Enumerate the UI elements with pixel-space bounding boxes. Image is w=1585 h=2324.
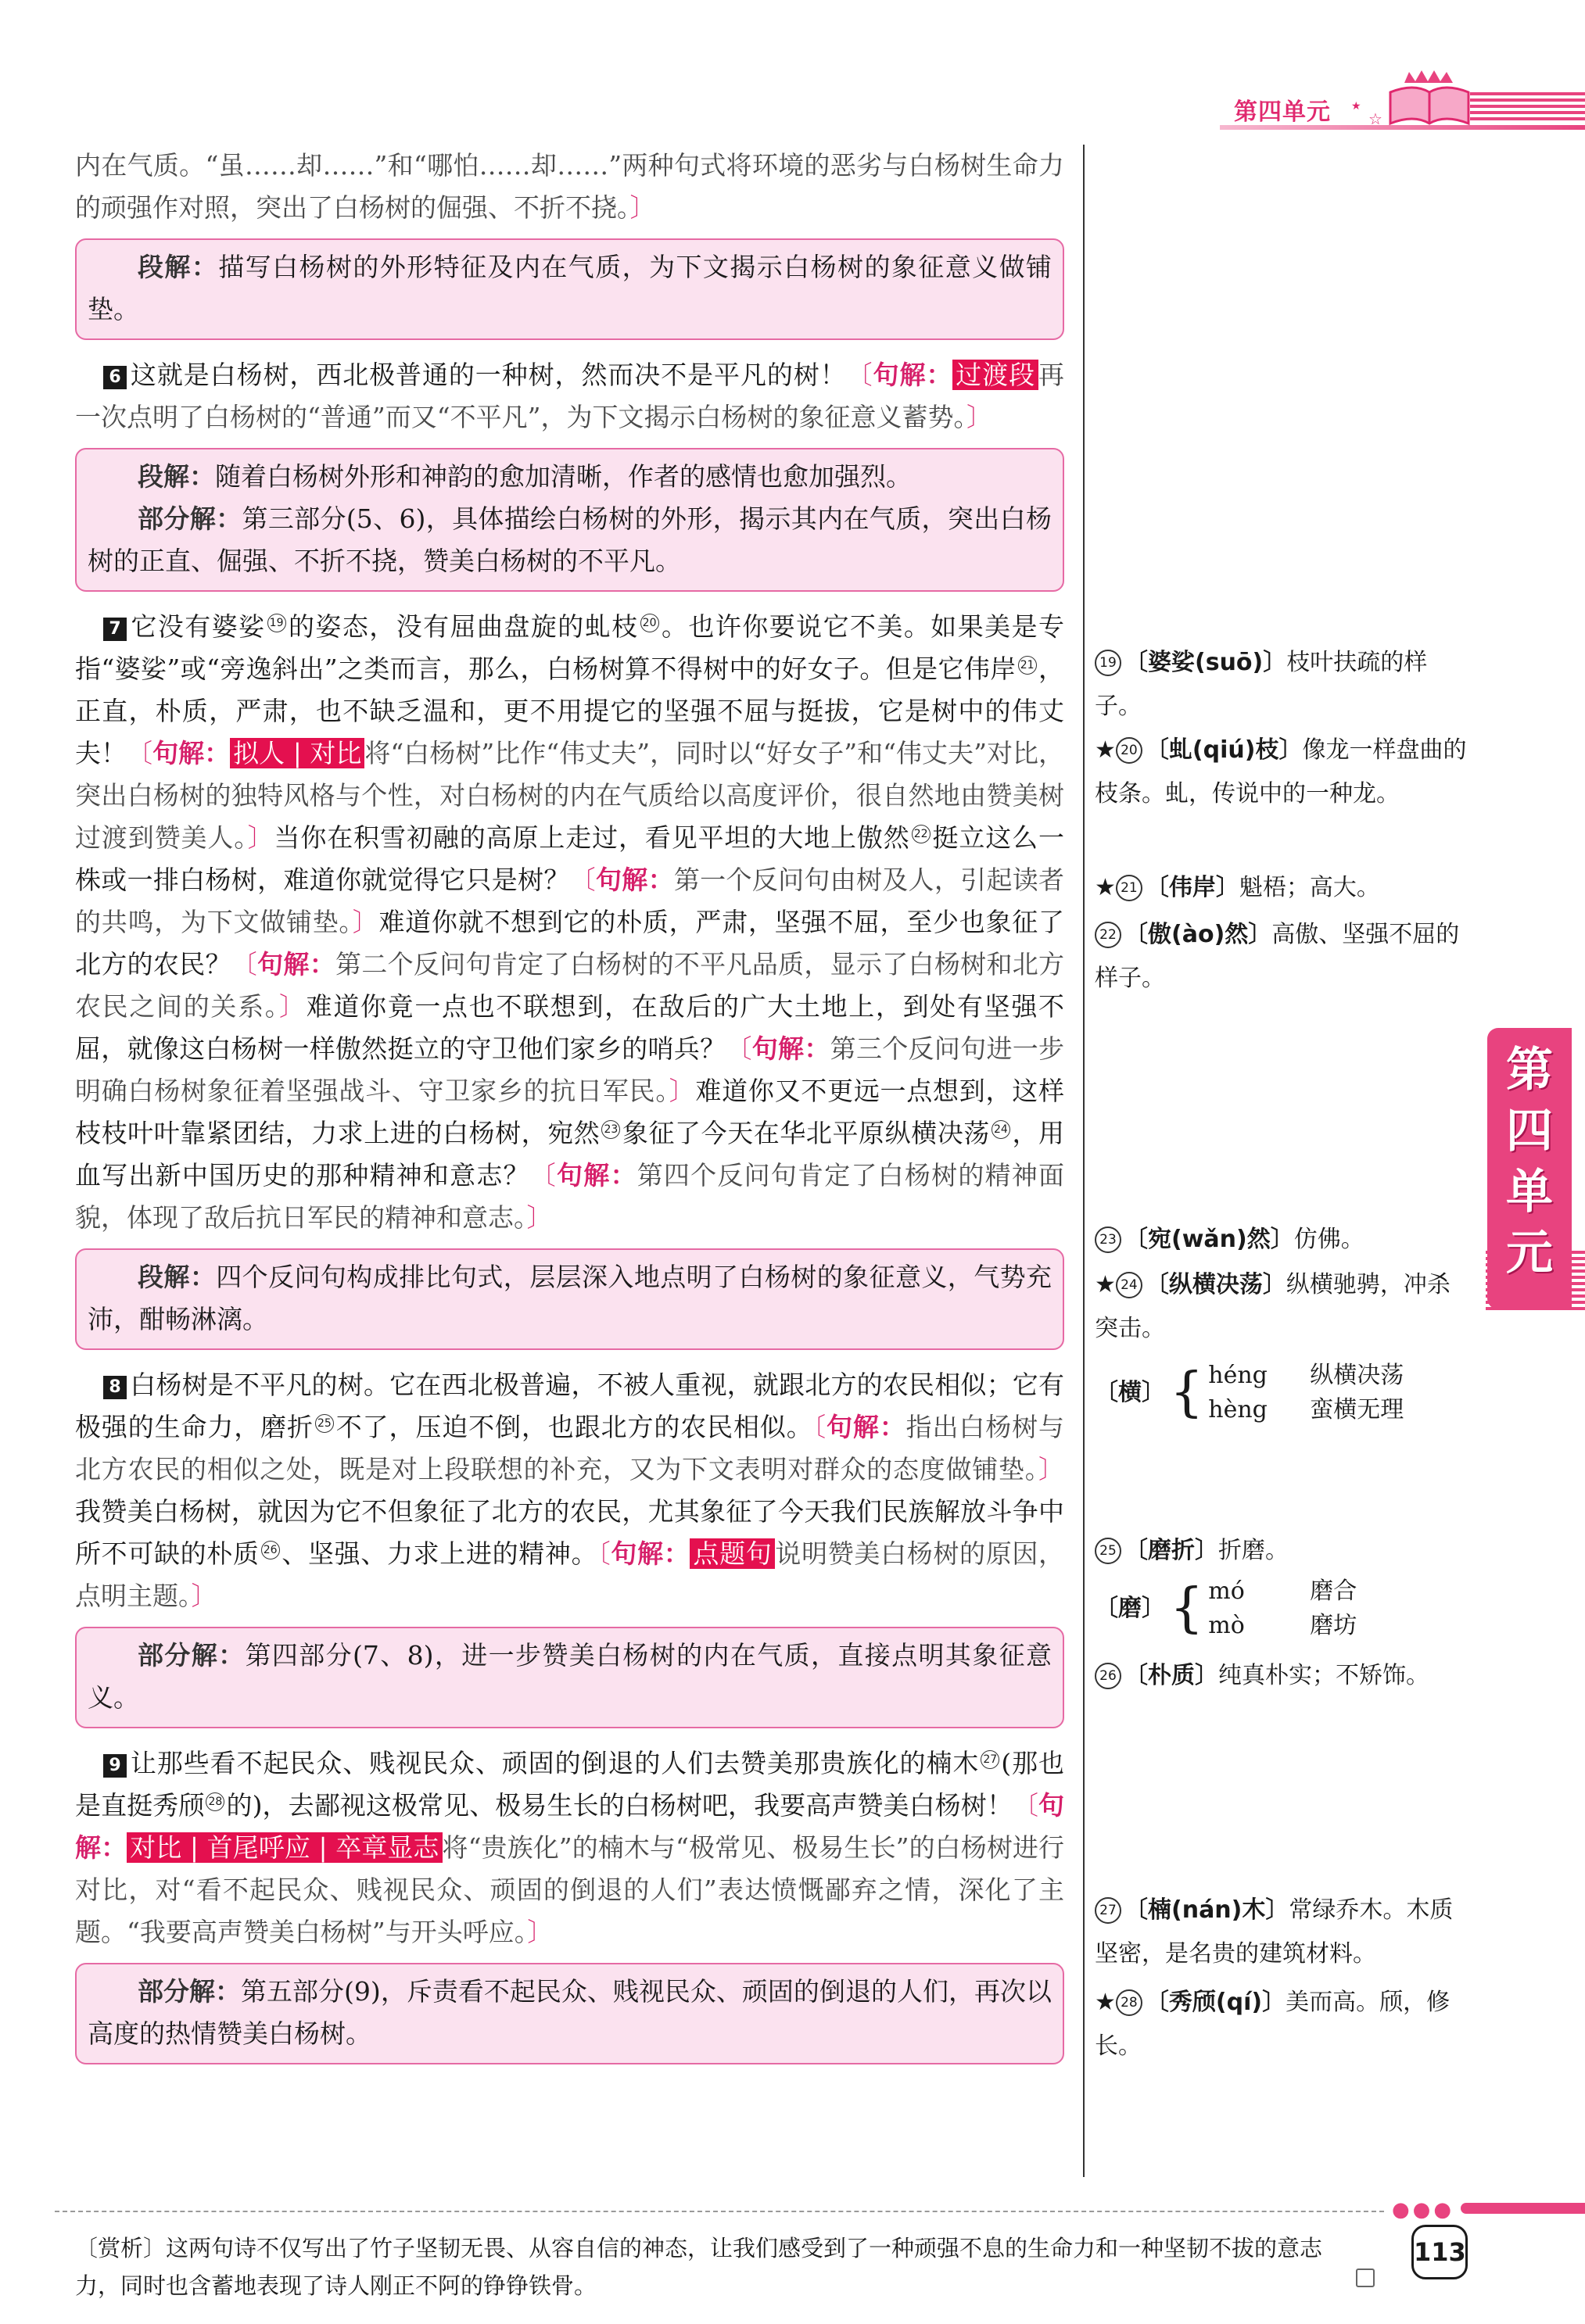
glossary-definition: 像龙一样盘曲的枝条。虬，传说中的一种龙。 — [1095, 736, 1467, 807]
column-divider — [1083, 145, 1085, 2177]
note-label: 句解： — [75, 1790, 1065, 1863]
example-word: 磨坊 — [1310, 1612, 1357, 1639]
bracket: 〕 — [966, 402, 992, 432]
polyphone-char: 〔磨〕 — [1095, 1595, 1165, 1622]
sentence-note: 说明赞美白杨树的原因，点明主题。 — [75, 1538, 1065, 1611]
analysis-text: 第四部分(7、8)，进一步赞美白杨树的内在气质，直接点明其象征意义。 — [88, 1640, 1052, 1713]
sentence-note: 第二个反问句肯定了白杨树的不平凡品质，显示了白杨树和北方农民之间的关系。 — [75, 949, 1065, 1022]
paragraph-text: 难道你就不想到它的朴质，严肃，坚强不屈，至少也象征了北方的农民？ — [75, 907, 1065, 979]
pinyin: mò — [1208, 1612, 1245, 1639]
analysis-box — [75, 238, 1064, 340]
bracket: 〕 — [526, 1202, 553, 1233]
checkbox-icon — [1356, 2268, 1375, 2287]
note-tag: 对比 | 首尾呼应 | 卒章显志 — [127, 1832, 442, 1863]
analysis-label: 段解： — [138, 252, 219, 282]
paragraph-text: 这就是白杨树，西北极普通的一种树，然而决不是平凡的树！ — [130, 360, 847, 390]
glossary-note-23 — [1095, 1218, 1470, 1262]
note-number: 26 — [1095, 1663, 1121, 1689]
polyphone-char: 〔横〕 — [1095, 1379, 1165, 1406]
note-number: 25 — [1095, 1538, 1121, 1564]
paragraph-text: 难道你竟一点也不联想到，在敌后的广大土地上，到处有坚强不屈，就像这白杨树一样傲然挺立的守卫他们家乡的哨兵？ — [75, 991, 1065, 1064]
note-number: 22 — [1095, 922, 1121, 948]
paragraph-text: 当你在积雪初融的高原上走过，看见平坦的大地上傲然 — [274, 822, 910, 853]
brace-icon: { — [1170, 1362, 1204, 1423]
star-icon: ☆ — [1368, 109, 1382, 128]
footnote-marker: 20 — [640, 614, 659, 632]
note-label: 句解： — [611, 1538, 690, 1569]
appreciation-text: 这两句诗不仅写出了竹子坚韧无畏、从容自信的神态，让我们感受到了一种顽强不息的生命力和一种坚韧不拔的意志力，同时也含蓄地表现了诗人刚正不阿的铮铮铁骨。 — [75, 2235, 1323, 2299]
paragraph-number: 6 — [103, 366, 127, 389]
bracket: 〕 — [247, 822, 274, 853]
sentence-note: 内在气质。“虽……却……”和“哪怕……却……”两种句式将环境的恶劣与白杨树生命力的顽强作对照，突出了白杨树的倔强、不折不挠。 — [75, 150, 1064, 223]
bracket: 〕 — [527, 1917, 554, 1947]
footer-dots: ●●● — [1392, 2198, 1455, 2222]
star-icon: ★ — [1095, 1271, 1116, 1298]
glossary-note-26 — [1095, 1654, 1470, 1698]
paragraph-text: 白杨树是不平凡的树。它在西北极普遍，不被人重视，就跟北方的农民相似；它有极强的生命力，磨折 — [75, 1370, 1064, 1442]
glossary-term: 〔秀颀(qí)〕 — [1145, 1989, 1286, 2016]
example-word: 纵横决荡 — [1310, 1362, 1404, 1389]
bracket: 〕 — [669, 1076, 696, 1106]
brace-icon: { — [1170, 1577, 1204, 1639]
reading-row — [1208, 1609, 1357, 1643]
glossary-note-25 — [1095, 1529, 1470, 1573]
unit-title: 第四单元 — [1234, 98, 1331, 126]
note-tag: 点题句 — [690, 1538, 775, 1569]
bracket: 〔 — [812, 1412, 827, 1442]
bracket: 〔 — [597, 1538, 611, 1569]
tab-char: 第 — [1506, 1043, 1553, 1098]
note-label: 句解： — [827, 1412, 906, 1442]
analysis-row — [88, 1635, 1052, 1719]
star-icon: ★ — [1095, 1989, 1116, 2016]
bracket: 〕 — [191, 1581, 217, 1611]
star-icon: ★ — [1095, 874, 1116, 901]
example-word: 蛮横无理 — [1310, 1396, 1404, 1423]
pinyin: mó — [1208, 1577, 1245, 1605]
glossary-note-27 — [1095, 1889, 1470, 1976]
sentence-note: 第三个反问句进一步明确白杨树象征着坚强战斗、守卫家乡的抗日军民。 — [75, 1033, 1065, 1106]
note-number: 27 — [1095, 1897, 1121, 1924]
paragraph-text: 它没有婆娑 — [130, 611, 266, 642]
note-label: 句解： — [257, 949, 336, 979]
footnote-marker: 26 — [261, 1541, 280, 1559]
note-number: 24 — [1116, 1272, 1142, 1298]
analysis-label: 部分解： — [138, 503, 242, 534]
main-column — [75, 145, 1064, 2079]
paragraph-text: 挺立这么一株或一排白杨树，难道你就觉得它只是树？ — [75, 822, 1065, 895]
note-number: 20 — [1116, 737, 1142, 764]
bracket: 〕 — [629, 192, 656, 223]
glossary-note-20 — [1095, 729, 1470, 816]
bracket: 〔 — [1012, 1790, 1039, 1821]
glossary-definition: 仿佛。 — [1293, 1226, 1364, 1253]
note-label: 句解： — [873, 360, 953, 390]
analysis-row — [88, 1256, 1052, 1341]
analysis-box — [75, 1963, 1064, 2064]
analysis-label: 段解： — [138, 461, 215, 492]
footer-divider — [55, 2211, 1384, 2212]
note-label: 句解： — [751, 1033, 830, 1064]
pinyin: héng — [1208, 1362, 1268, 1389]
polyphone-heng — [1095, 1359, 1470, 1427]
polyphone-readings — [1208, 1359, 1404, 1427]
glossary-note-19 — [1095, 641, 1470, 729]
book-icon — [1382, 69, 1476, 130]
analysis-row — [88, 246, 1052, 331]
glossary-term: 〔傲(ào)然〕 — [1124, 921, 1272, 948]
note-number: 28 — [1116, 1989, 1142, 2016]
note-tag: 过渡段 — [952, 360, 1038, 390]
bracket: 〕 — [1038, 1454, 1064, 1484]
analysis-box — [75, 1627, 1064, 1728]
appreciation-note — [75, 2229, 1365, 2304]
glossary-term: 〔磨折〕 — [1124, 1537, 1218, 1564]
paragraph-text: 不了，压迫不倒，也跟北方的农民相似。 — [335, 1412, 813, 1442]
paragraph-6 — [75, 354, 1064, 439]
paragraph-7 — [75, 606, 1064, 1239]
analysis-box — [75, 1248, 1064, 1350]
analysis-text: 第五部分(9)，斥责看不起民众、贱视民众、顽固的倒退的人们，再次以高度的热情赞美白杨树。 — [88, 1976, 1052, 2049]
paragraph-5-tail — [75, 145, 1064, 229]
note-label: 句解： — [557, 1160, 637, 1191]
paragraph-text: (那也是直挺秀颀 — [75, 1748, 1065, 1821]
glossary-term: 〔虬(qiú)枝〕 — [1145, 736, 1303, 764]
analysis-text: 描写白杨树的外形特征及内在气质，为下文揭示白杨树的象征意义做铺垫。 — [88, 252, 1052, 324]
analysis-label: 部分解： — [138, 1976, 242, 2007]
paragraph-text: ，正直，朴质，严肃，也不缺乏温和，更不用提它的坚强不屈与挺拔，它是树中的伟丈夫！ — [75, 654, 1065, 768]
example-word: 磨合 — [1310, 1577, 1357, 1605]
sentence-note: 第四个反问句肯定了白杨树的精神面貌，体现了敌后抗日军民的精神和意志。 — [75, 1160, 1065, 1233]
footnote-marker: 25 — [315, 1414, 334, 1433]
glossary-note-24 — [1095, 1263, 1470, 1351]
sentence-note: 指出白杨树与北方农民的相似之处，既是对上段联想的补充，又为下文表明对群众的态度做铺垫。 — [75, 1412, 1065, 1484]
polyphone-mo — [1095, 1574, 1470, 1643]
footnote-marker: 19 — [267, 614, 286, 632]
glossary-term: 〔朴质〕 — [1124, 1662, 1218, 1689]
bracket: 〔 — [127, 738, 153, 768]
analysis-text: 第三部分(5、6)，具体描绘白杨树的外形，揭示其内在气质，突出白杨树的正直、倔强、不折不挠，赞美白杨树的不平凡。 — [88, 503, 1052, 576]
note-number: 23 — [1095, 1226, 1121, 1253]
bracket: 〔 — [846, 360, 873, 390]
glossary-definition: 魁梧；高大。 — [1239, 874, 1380, 901]
footnote-marker: 24 — [992, 1120, 1010, 1139]
tab-char: 元 — [1506, 1226, 1553, 1280]
glossary-definition: 美而高。颀，修长。 — [1095, 1989, 1451, 2060]
star-icon: ★ — [1351, 100, 1361, 113]
sentence-note: 再一次点明了白杨树的“普通”而又“不平凡”，为下文揭示白杨树的象征意义蓄势。 — [75, 360, 1065, 432]
analysis-label: 段解： — [138, 1262, 217, 1292]
glossary-definition: 纯真朴实；不矫饰。 — [1218, 1662, 1429, 1689]
paragraph-text: 难道你又不更远一点想到，这样枝枝叶叶靠紧团结，力求上进的白杨树，宛然 — [75, 1076, 1065, 1148]
analysis-box — [75, 448, 1064, 592]
analysis-text: 随着白杨树外形和神韵的愈加清晰，作者的感情也愈加强烈。 — [215, 461, 912, 492]
paragraph-text: 我赞美白杨树，就因为它不但象征了北方的农民，尤其象征了今天我们民族解放斗争中所不可缺的朴质 — [75, 1496, 1064, 1569]
paragraph-text: 象征了今天在华北平原纵横决荡 — [622, 1118, 990, 1148]
sentence-note: 将“白杨树”比作“伟丈夫”，同时以“好女子”和“伟丈夫”对比，突出白杨树的独特风格与个性，对白杨树的内在气质给以高度评价，很自然地由赞美树过渡到赞美人。 — [75, 738, 1065, 853]
analysis-row — [88, 498, 1052, 582]
glossary-note-22 — [1095, 913, 1470, 1001]
sentence-note: 将“贵族化”的楠木与“极常见、极易生长”的白杨树进行对比，对“看不起民众、贱视民众、顽固的倒退的人们”表达愤慨鄙弃之情，深化了主题。“我要高声赞美白杨树”与开头呼应。 — [75, 1832, 1065, 1947]
bracket: 〔 — [569, 865, 596, 895]
footnote-marker: 21 — [1018, 656, 1037, 675]
reading-row — [1208, 1359, 1404, 1393]
glossary-note-28 — [1095, 1981, 1470, 2068]
glossary-note-21 — [1095, 866, 1470, 910]
reading-row — [1208, 1574, 1357, 1609]
paragraph-number: 8 — [103, 1376, 127, 1399]
bracket: 〔 — [726, 1033, 752, 1064]
bracket: 〕 — [278, 991, 307, 1022]
paragraph-8 — [75, 1364, 1064, 1617]
bracket: 〕 — [352, 907, 379, 937]
glossary-definition: 高傲、坚强不屈的样子。 — [1095, 921, 1460, 992]
glossary-definition: 折磨。 — [1218, 1537, 1289, 1564]
bracket: 〔 — [529, 1160, 558, 1191]
polyphone-readings — [1208, 1574, 1357, 1643]
glossary-definition: 纵横驰骋，冲杀突击。 — [1095, 1271, 1451, 1342]
footnote-marker: 23 — [601, 1120, 620, 1139]
paragraph-text: 、坚强、力求上进的精神。 — [281, 1538, 598, 1569]
analysis-row — [88, 456, 1052, 498]
note-number: 21 — [1116, 875, 1142, 901]
reading-row — [1208, 1393, 1404, 1427]
unit-side-tab-label — [1494, 1040, 1565, 1284]
sentence-note: 第一个反问句由树及人，引起读者的共鸣，为下文做铺垫。 — [75, 865, 1065, 937]
paragraph-text: 让那些看不起民众、贱视民众、顽固的倒退的人们去赞美那贵族化的楠木 — [130, 1748, 980, 1778]
glossary-definition: 枝叶扶疏的样子。 — [1095, 649, 1428, 720]
analysis-row — [88, 1971, 1052, 2055]
footnote-marker: 22 — [912, 825, 931, 843]
star-icon: ★ — [1095, 736, 1116, 764]
footnote-marker: 28 — [206, 1792, 224, 1811]
footer-bar — [1461, 2203, 1585, 2214]
bracket: 〔 — [231, 949, 258, 979]
glossary-term: 〔楠(nán)木〕 — [1124, 1896, 1289, 1924]
paragraph-9 — [75, 1742, 1064, 1953]
paragraph-text: ，用血写出新中国历史的那种精神和意志？ — [75, 1118, 1065, 1191]
glossary-term: 〔纵横决荡〕 — [1145, 1271, 1286, 1298]
paragraph-number: 7 — [103, 618, 127, 641]
analysis-label: 部分解： — [138, 1640, 246, 1670]
paragraph-text: 的姿态，没有屈曲盘旋的虬枝 — [287, 611, 639, 642]
note-label: 句解： — [152, 738, 231, 768]
paragraph-text: 。也许你要说它不美。如果美是专指“婆娑”或“旁逸斜出”之类而言，那么，白杨树算不得树中的好女子。但是它伟岸 — [75, 611, 1065, 684]
footnote-marker: 27 — [981, 1750, 999, 1769]
paragraph-number: 9 — [103, 1754, 127, 1778]
paragraph-text: 的)，去鄙视这极常见、极易生长的白杨树吧，我要高声赞美白杨树！ — [226, 1790, 1013, 1821]
glossary-definition: 常绿乔木。木质坚密，是名贵的建筑材料。 — [1095, 1896, 1454, 1968]
glossary-term: 〔婆娑(suō)〕 — [1124, 649, 1287, 676]
note-tag: 拟人 | 对比 — [230, 738, 364, 768]
analysis-text: 四个反问句构成排比句式，层层深入地点明了白杨树的象征意义，气势充沛，酣畅淋漓。 — [88, 1262, 1052, 1334]
glossary-term: 〔伟岸〕 — [1145, 874, 1239, 901]
page-number: 113 — [1411, 2225, 1468, 2279]
note-label: 句解： — [595, 865, 674, 895]
appreciation-label: 〔赏析〕 — [75, 2235, 167, 2261]
tab-char: 四 — [1506, 1104, 1553, 1158]
glossary-term: 〔宛(wǎn)然〕 — [1124, 1226, 1294, 1253]
header-stripes — [1470, 92, 1585, 124]
tab-char: 单 — [1506, 1165, 1553, 1219]
pinyin: hèng — [1208, 1396, 1268, 1423]
note-number: 19 — [1095, 650, 1121, 676]
